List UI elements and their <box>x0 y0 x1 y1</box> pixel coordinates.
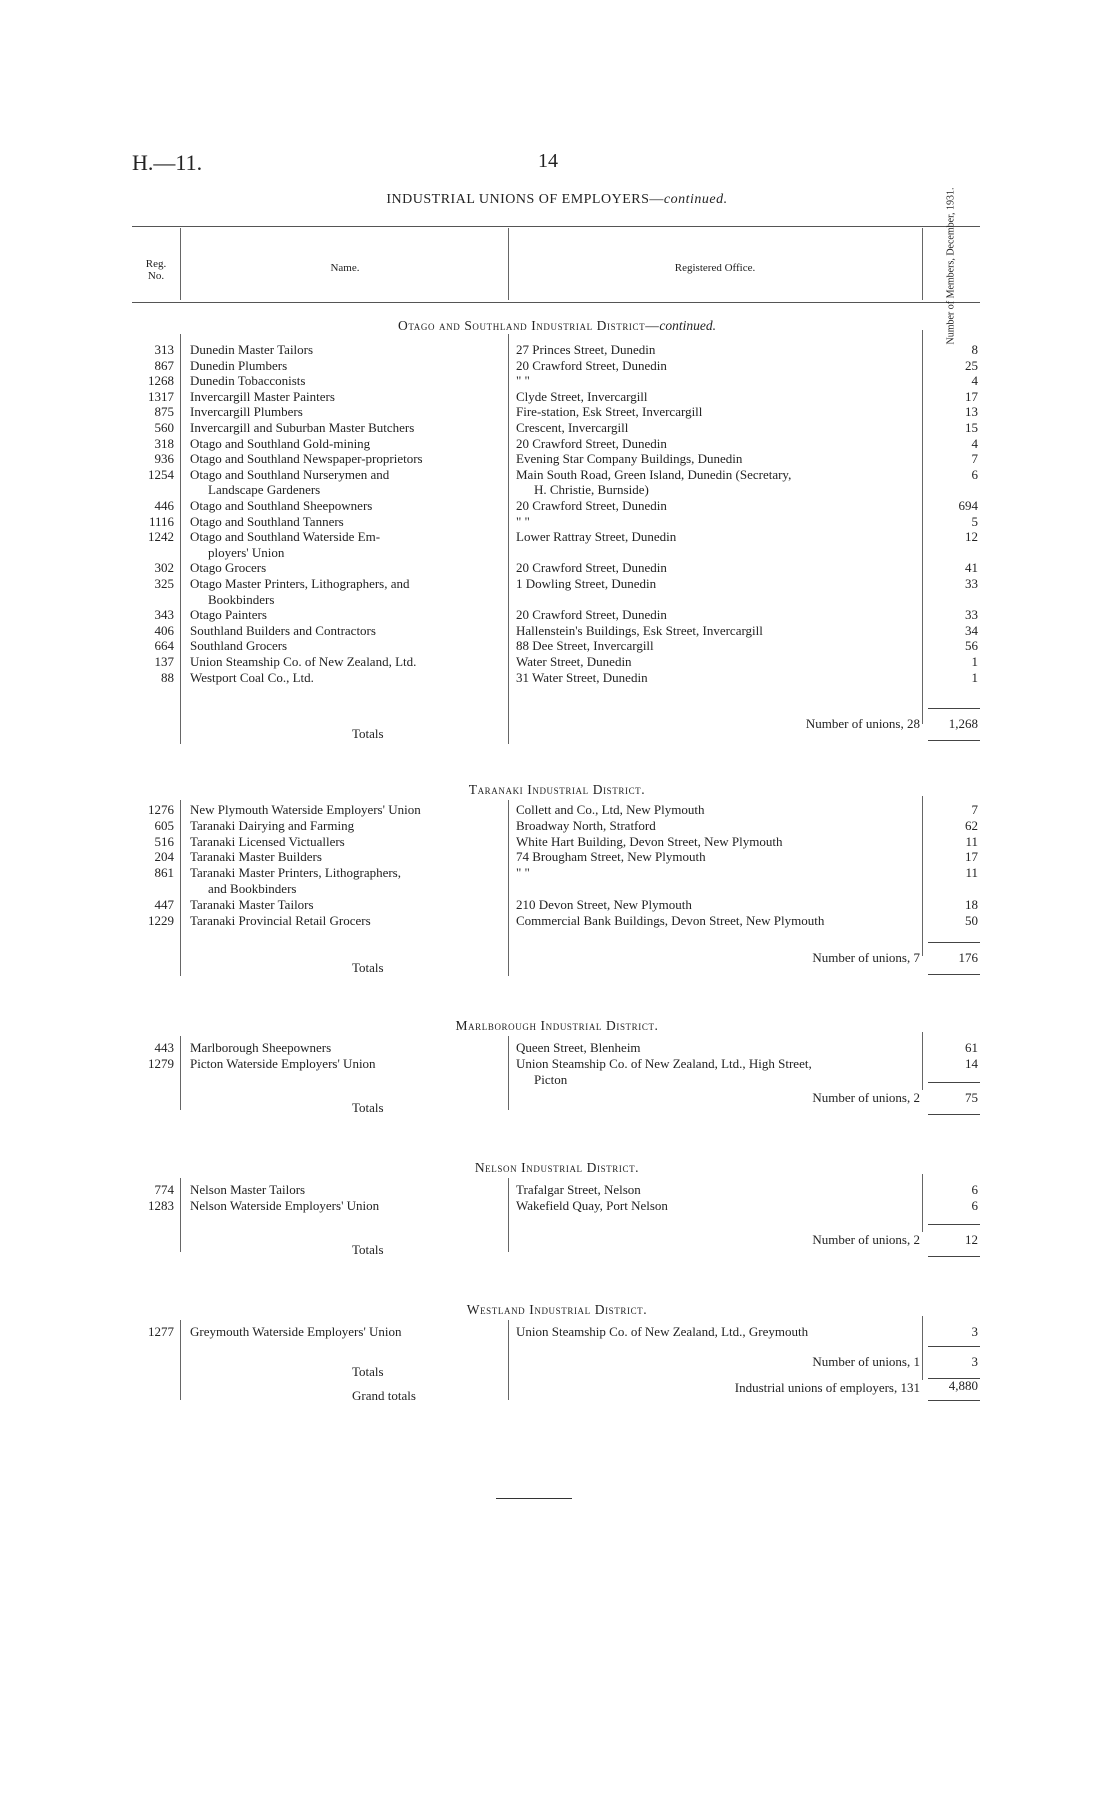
member-count: 1 <box>971 669 978 685</box>
member-count: 3 <box>971 1324 978 1339</box>
registered-office: Hallenstein's Buildings, Esk Street, Invercargill <box>516 622 763 638</box>
registered-office: 74 Brougham Street, New Plymouth <box>516 849 706 865</box>
union-name: Otago and Southland Tanners <box>190 513 344 529</box>
member-count: 7 <box>971 802 978 817</box>
district-heading <box>0 1302 1114 1318</box>
subtotal-rule <box>928 1082 980 1083</box>
union-name-continued: Bookbinders <box>208 591 275 607</box>
member-count: 15 <box>965 420 978 435</box>
table-row <box>0 607 1114 623</box>
registered-office: Trafalgar Street, Nelson <box>516 1182 641 1197</box>
member-count: 17 <box>965 849 978 865</box>
reg-number: 1229 <box>148 912 174 928</box>
reg-number: 936 <box>154 451 174 467</box>
union-name: Otago and Southland Sheepowners <box>190 498 373 513</box>
registered-office: 210 Devon Street, New Plymouth <box>516 896 692 912</box>
registered-office: Evening Star Company Buildings, Dunedin <box>516 451 743 467</box>
reg-number: 318 <box>154 435 174 451</box>
total-members: 75 <box>965 1090 978 1105</box>
totals-label: Totals <box>352 726 384 741</box>
table-row <box>0 560 1114 576</box>
union-name: Marlborough Sheepowners <box>190 1040 332 1055</box>
union-name: Southland Grocers <box>190 638 288 654</box>
member-count: 61 <box>965 1040 978 1055</box>
reg-number: 137 <box>154 654 174 669</box>
registered-office: 20 Crawford Street, Dunedin <box>516 357 667 373</box>
union-name: Otago and Southland Waterside Em- <box>190 529 381 545</box>
table-row <box>0 897 1114 913</box>
totals-label: Totals <box>352 1242 384 1257</box>
reg-number: 875 <box>154 404 174 420</box>
totals-label: Totals <box>352 1100 384 1115</box>
table-row <box>0 654 1114 670</box>
table-row <box>0 451 1114 467</box>
registered-office: " " <box>516 373 530 389</box>
table-row <box>0 529 1114 545</box>
table-row <box>0 373 1114 389</box>
table-row <box>0 1324 1114 1340</box>
column-header-office: Registered Office. <box>674 262 756 274</box>
table-row <box>0 358 1114 374</box>
union-name: Southland Builders and Contractors <box>190 622 376 638</box>
reg-number: 343 <box>154 607 174 623</box>
reg-number: 88 <box>161 669 174 685</box>
member-count: 62 <box>965 817 978 833</box>
union-name: Invercargill Master Painters <box>190 388 335 404</box>
unions-count: Number of unions, 7 <box>812 950 920 965</box>
unions-count: Number of unions, 2 <box>812 1090 920 1105</box>
reg-number: 1277 <box>148 1324 174 1339</box>
table-row-continuation <box>0 881 1114 897</box>
union-name: Otago and Southland Nurserymen and <box>190 466 390 482</box>
header-top-rule <box>132 226 980 227</box>
reg-number: 325 <box>154 576 174 591</box>
end-dash <box>496 1498 572 1499</box>
union-name: Otago and Southland Gold-mining <box>190 435 371 451</box>
union-name: Invercargill Plumbers <box>190 404 303 420</box>
subtotal-rule <box>928 708 980 709</box>
member-count: 1 <box>971 654 978 669</box>
table-row <box>0 342 1114 358</box>
reg-number: 406 <box>154 622 174 638</box>
header-bottom-rule <box>132 302 980 303</box>
table-row <box>0 670 1114 686</box>
table-row <box>0 1040 1114 1056</box>
union-name: Taranaki Provincial Retail Grocers <box>190 912 371 928</box>
union-name-continued: Landscape Gardeners <box>208 482 321 498</box>
member-count: 11 <box>965 833 978 849</box>
district-heading-text: Westland Industrial District. <box>466 1302 648 1317</box>
district-heading-continued: continued. <box>659 318 716 333</box>
total-rule <box>928 740 980 741</box>
member-count: 6 <box>971 1198 978 1213</box>
member-count: 33 <box>965 607 978 623</box>
registered-office: Collett and Co., Ltd, New Plymouth <box>516 802 705 817</box>
title-main: INDUSTRIAL UNIONS OF EMPLOYERS— <box>386 192 664 207</box>
grand-unions-count: Industrial unions of employers, 131 <box>734 1380 920 1395</box>
member-count: 41 <box>965 560 978 576</box>
union-name: New Plymouth Waterside Employers' Union <box>190 802 421 817</box>
grand-totals-label: Grand totals <box>352 1388 416 1403</box>
registered-office: Union Steamship Co. of New Zealand, Ltd., Greymouth <box>516 1324 809 1339</box>
registered-office: Crescent, Invercargill <box>516 420 629 435</box>
table-row-continuation <box>0 545 1114 561</box>
reg-number: 1276 <box>148 802 174 817</box>
district-heading-text: Otago and Southland Industrial District— <box>398 318 660 333</box>
reg-number: 774 <box>154 1182 174 1197</box>
registered-office-continued: H. Christie, Burnside) <box>534 482 649 498</box>
reg-number: 1279 <box>148 1056 174 1071</box>
table-row <box>0 436 1114 452</box>
union-name: Westport Coal Co., Ltd. <box>190 669 314 685</box>
reg-number: 204 <box>154 849 174 865</box>
header-divider <box>180 228 181 300</box>
member-count: 11 <box>965 865 978 881</box>
table-row <box>0 865 1114 881</box>
member-count: 6 <box>971 466 978 482</box>
page-reference: H.—11. <box>132 150 203 175</box>
table-row <box>0 404 1114 420</box>
member-count: 13 <box>965 404 978 420</box>
member-count: 12 <box>965 529 978 545</box>
table-row <box>0 1198 1114 1214</box>
union-name: Dunedin Master Tailors <box>190 342 314 357</box>
registered-office: Queen Street, Blenheim <box>516 1040 641 1055</box>
column-header-reg: Reg. No. <box>145 258 167 282</box>
reg-number: 1268 <box>148 373 174 389</box>
reg-number: 861 <box>154 865 174 881</box>
registered-office: Wakefield Quay, Port Nelson <box>516 1198 668 1213</box>
member-count: 8 <box>971 342 978 357</box>
registered-office: White Hart Building, Devon Street, New Plymouth <box>516 833 783 849</box>
district-heading <box>0 318 1114 334</box>
union-name: Nelson Waterside Employers' Union <box>190 1198 380 1213</box>
reg-number: 1242 <box>148 529 174 545</box>
reg-number: 867 <box>154 357 174 373</box>
registered-office: 1 Dowling Street, Dunedin <box>516 576 657 591</box>
table-row <box>0 420 1114 436</box>
registered-office: Broadway North, Stratford <box>516 817 656 833</box>
column-header-name: Name. <box>330 262 360 274</box>
total-members: 176 <box>958 950 978 965</box>
table-row <box>0 638 1114 654</box>
total-members: 12 <box>965 1232 978 1247</box>
table-row <box>0 818 1114 834</box>
registered-office: 20 Crawford Street, Dunedin <box>516 560 667 576</box>
total-rule <box>928 1114 980 1115</box>
table-row <box>0 467 1114 483</box>
union-name-continued: and Bookbinders <box>208 881 297 896</box>
registered-office: Clyde Street, Invercargill <box>516 388 648 404</box>
registered-office: 20 Crawford Street, Dunedin <box>516 607 667 623</box>
unions-count: Number of unions, 2 <box>812 1232 920 1247</box>
union-name-continued: ployers' Union <box>208 544 285 560</box>
union-name: Taranaki Master Tailors <box>190 896 314 912</box>
totals-label: Totals <box>352 960 384 975</box>
table-row-continuation <box>0 592 1114 608</box>
registered-office: Water Street, Dunedin <box>516 654 632 669</box>
union-name: Dunedin Plumbers <box>190 357 288 373</box>
union-name: Otago Grocers <box>190 560 267 576</box>
registered-office: 31 Water Street, Dunedin <box>516 669 648 685</box>
member-count: 694 <box>958 498 978 513</box>
union-name: Taranaki Licensed Victuallers <box>190 833 345 849</box>
reg-number: 605 <box>154 817 174 833</box>
member-count: 4 <box>971 435 978 451</box>
union-name: Greymouth Waterside Employers' Union <box>190 1324 402 1339</box>
union-name: Invercargill and Suburban Master Butchers <box>190 420 415 435</box>
unions-count: Number of unions, 28 <box>805 716 920 731</box>
grand-total-members: 4,880 <box>948 1378 978 1393</box>
member-count: 56 <box>965 638 978 654</box>
district-heading-text: Taranaki Industrial District. <box>468 782 646 797</box>
union-name: Taranaki Master Printers, Lithographers, <box>190 865 401 881</box>
table-row <box>0 576 1114 592</box>
reg-number: 443 <box>154 1040 174 1055</box>
district-heading <box>0 782 1114 798</box>
member-count: 7 <box>971 451 978 467</box>
union-name: Picton Waterside Employers' Union <box>190 1056 376 1071</box>
unions-count: Number of unions, 1 <box>812 1354 920 1369</box>
table-row <box>0 1182 1114 1198</box>
district-heading-text: Nelson Industrial District. <box>474 1160 640 1175</box>
member-count: 5 <box>971 513 978 529</box>
union-name: Otago Painters <box>190 607 267 623</box>
total-rule <box>928 1256 980 1257</box>
union-name: Nelson Master Tailors <box>190 1182 306 1197</box>
table-row <box>0 1056 1114 1072</box>
grand-total-rule <box>928 1400 980 1401</box>
registered-office: " " <box>516 865 530 881</box>
total-members: 3 <box>971 1354 978 1369</box>
subtotal-rule <box>928 942 980 943</box>
table-row <box>0 623 1114 639</box>
member-count: 18 <box>965 896 978 912</box>
subtotal-rule <box>928 1224 980 1225</box>
member-count: 6 <box>971 1182 978 1197</box>
total-members: 1,268 <box>948 716 978 731</box>
registered-office: Union Steamship Co. of New Zealand, Ltd., High Street, <box>516 1056 812 1071</box>
reg-number: 302 <box>154 560 174 576</box>
table-row <box>0 498 1114 514</box>
reg-number: 313 <box>154 342 174 357</box>
registered-office: Lower Rattray Street, Dunedin <box>516 529 677 545</box>
table-row-continuation <box>0 482 1114 498</box>
reg-number: 1254 <box>148 466 174 482</box>
registered-office: Commercial Bank Buildings, Devon Street, New Plymouth <box>516 912 825 928</box>
district-heading <box>0 1018 1114 1034</box>
reg-number: 1283 <box>148 1198 174 1213</box>
union-name: Otago and Southland Newspaper-proprietors <box>190 451 423 467</box>
member-count: 4 <box>971 373 978 389</box>
member-count: 17 <box>965 388 978 404</box>
union-name: Taranaki Master Builders <box>190 849 322 865</box>
reg-number: 1317 <box>148 388 174 404</box>
member-count: 34 <box>965 622 978 638</box>
district-heading-text: Marlborough Industrial District. <box>455 1018 659 1033</box>
table-row <box>0 834 1114 850</box>
table-row <box>0 389 1114 405</box>
totals-label: Totals <box>352 1364 384 1379</box>
column-header-members: Number of Members, December, 1931. <box>945 187 957 345</box>
table-row <box>0 802 1114 818</box>
registered-office: Fire-station, Esk Street, Invercargill <box>516 404 703 420</box>
subtotal-rule <box>928 1346 980 1347</box>
reg-number: 446 <box>154 498 174 513</box>
member-count: 50 <box>965 912 978 928</box>
reg-number: 560 <box>154 420 174 435</box>
registered-office: 88 Dee Street, Invercargill <box>516 638 654 654</box>
table-row-continuation <box>0 1072 1114 1088</box>
member-count: 14 <box>965 1056 978 1071</box>
union-name: Otago Master Printers, Lithographers, and <box>190 576 410 591</box>
reg-number: 516 <box>154 833 174 849</box>
total-rule <box>928 974 980 975</box>
registered-office: " " <box>516 513 530 529</box>
table-row <box>0 514 1114 530</box>
registered-office: 20 Crawford Street, Dunedin <box>516 498 667 513</box>
registered-office: Main South Road, Green Island, Dunedin (Secretary, <box>516 466 792 482</box>
reg-number: 1116 <box>148 513 174 529</box>
member-count: 25 <box>965 357 978 373</box>
registered-office-continued: Picton <box>534 1072 568 1087</box>
member-count: 33 <box>965 576 978 591</box>
header-divider <box>922 228 923 300</box>
header-divider <box>508 228 509 300</box>
registered-office: 27 Princes Street, Dunedin <box>516 342 656 357</box>
table-row <box>0 913 1114 929</box>
table-row <box>0 849 1114 865</box>
registered-office: 20 Crawford Street, Dunedin <box>516 435 667 451</box>
title-continued: continued. <box>663 192 728 207</box>
union-name: Taranaki Dairying and Farming <box>190 817 355 833</box>
reg-number: 664 <box>154 638 174 654</box>
district-heading <box>0 1160 1114 1176</box>
union-name: Union Steamship Co. of New Zealand, Ltd. <box>190 654 417 669</box>
reg-number: 447 <box>154 896 174 912</box>
page-number: 14 <box>538 150 558 172</box>
union-name: Dunedin Tobacconists <box>190 373 306 389</box>
